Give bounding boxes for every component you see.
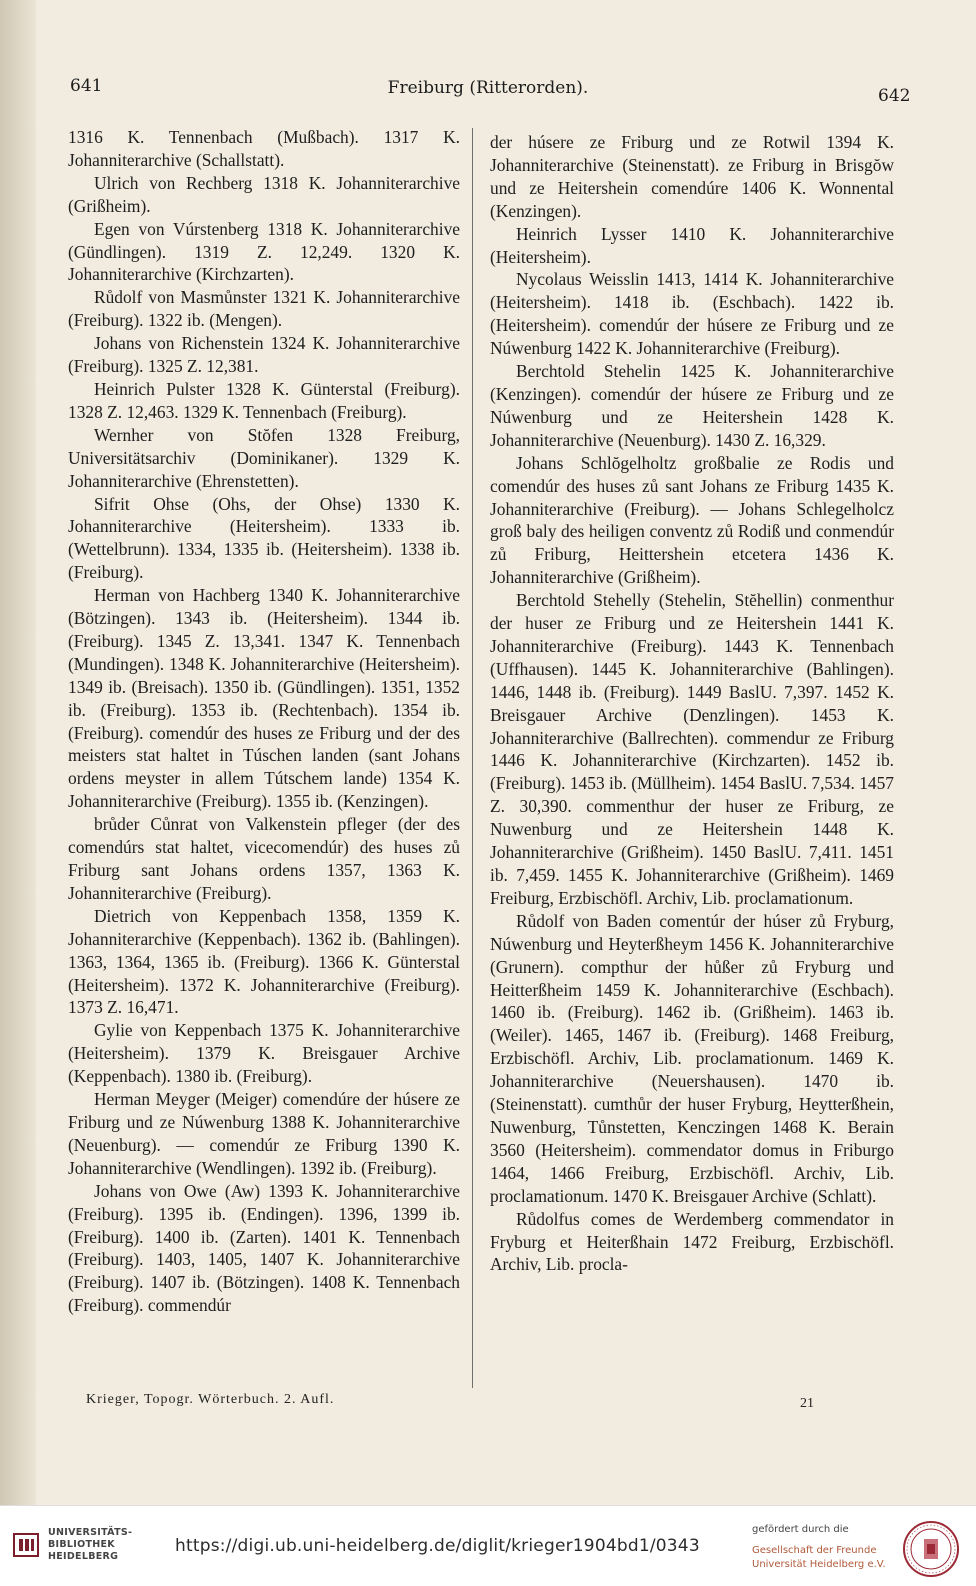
entry-paragraph: Herman von Hachberg 1340 K. Johanniterarchive (Bötzingen). 1343 ib. (Heitersheim). 1344 ib. (Freiburg). 1345 Z. 13,341. 1347 K. Tennenbach (Mundingen). 1348 K. Johanniterarchive (Heitersheim). 1349 ib. (Breisach). 1350 ib. (Gündlingen). 1351, 1352 ib. (Freiburg). 1353 ib. (Rechtenbach). 1354 ib. (Freiburg). comendúr des huses ze Friburg und der des meisters stat haltet in Túschen landen (sant Johans ordens meyster in allem Tútschem lande) 1354 K. Johanniterarchive (Freiburg). 1355 ib. (Kenzingen).	[68, 585, 460, 812]
entry-paragraph: Johans Schlŏgelholtz großbalie ze Rodis und comendúr des huses zů sant Johans ze Friburg 1435 K. Johanniterarchive (Freiburg). — Johans Schlegelholcz groß baly des heiligen conventz zů Rodiß und conmendúr zů Friburg, Heittershein etcetera 1436 K. Johanniterarchive (Grißheim).	[490, 452, 894, 588]
entry-paragraph: der húsere ze Friburg und ze Rotwil 1394 K. Johanniterarchive (Steinenstatt). ze Friburg in Brisgŏw und ze Heitershein comendúre 1406 K. Wonnental (Kenzingen).	[490, 132, 894, 221]
entry-paragraph: Růdolfus comes de Werdemberg commendator in Fryburg et Heiterßhain 1472 Freiburg, Erzbischöfl. Archiv, Lib. procla-	[490, 1208, 894, 1275]
library-name-line: HEIDELBERG	[48, 1551, 119, 1562]
funder-name-line: Gesellschaft der Freunde	[752, 1545, 877, 1556]
entry-paragraph: Berchtold Stehelin 1425 K. Johanniterarchive (Kenzingen). comendúr der húsere ze Friburg und ze Núwenburg und ze Heitershein 1428 K. Johanniterarchive (Neuenburg). 1430 Z. 16,329.	[490, 361, 894, 450]
running-title: Freiburg (Ritterorden).	[387, 78, 589, 98]
entry-paragraph: Růdolf von Baden comentúr der húser zů Fryburg, Núwenburg und Heyterßheym 1456 K. Johanniterarchive (Grunern). compthur der hůßer zů Fryburg und Heitterßheim 1459 K. Johanniterarchive (Eschbach). 1460 ib. (Freiburg). 1462 ib. (Grißheim). 1463 ib. (Weiler). 1465, 1467 ib. (Freiburg). 1468 Freiburg, Erzbischöfl. Archiv, Lib. proclamationum. 1469 K. Johanniterarchive (Neuershausen). 1470 ib. (Steinenstatt). cumthůr der huser Fryburg, Heytterßhein, Nuwenburg, Tůnstetten, Kenczingen 1468 K. Berain 3560 (Heitersheim). commendator domus in Friburgo 1464, 1466 Freiburg, Erzbischöfl. Archiv, Lib. proclamationum. 1470 K. Breisgauer Archive (Schlatt).	[490, 910, 894, 1206]
entry-paragraph: Egen von Vúrstenberg 1318 K. Johanniterarchive (Gündlingen). 1319 Z. 12,249. 1320 K. Johanniterarchive (Kirchzarten).	[68, 218, 460, 285]
sheet-number: 21	[800, 1396, 814, 1411]
funding-label: gefördert durch die	[752, 1524, 849, 1535]
university-seal-icon	[902, 1520, 960, 1578]
entry-paragraph: Ulrich von Rechberg 1318 K. Johanniterarchive (Grißheim).	[68, 172, 460, 216]
left-column	[68, 126, 460, 1317]
entry-paragraph: Heinrich Lysser 1410 K. Johanniterarchive (Heitersheim).	[490, 223, 894, 267]
entry-paragraph: Dietrich von Keppenbach 1358, 1359 K. Johanniterarchive (Keppenbach). 1362 ib. (Bahlingen). 1363, 1364, 1365 ib. (Freiburg). 1366 K. Günterstal (Heitersheim). 1372 K. Johanniterarchive (Freiburg). 1373 Z. 16,471.	[68, 905, 460, 1018]
page-number-right: 642	[878, 86, 911, 106]
column-divider	[472, 128, 473, 1388]
viewer-footer-bar	[0, 1505, 976, 1586]
entry-paragraph: Heinrich Pulster 1328 K. Günterstal (Freiburg). 1328 Z. 12,463. 1329 K. Tennenbach (Freiburg).	[68, 378, 460, 422]
entry-paragraph: Gylie von Keppenbach 1375 K. Johanniterarchive (Heitersheim). 1379 K. Breisgauer Archive (Keppenbach). 1380 ib. (Freiburg).	[68, 1020, 460, 1087]
page-number-left: 641	[70, 76, 103, 96]
entry-paragraph: Růdolf von Masmůnster 1321 K. Johanniterarchive (Freiburg). 1322 ib. (Mengen).	[68, 287, 460, 331]
library-name-line: UNIVERSITÄTS-	[48, 1527, 133, 1538]
entry-paragraph: brůder Cůnrat von Valkenstein pfleger (der des comendúrs stat haltet, vicecomendúr) des huses zů Friburg sant Johans ordens 1357, 1363 K. Johanniterarchive (Freiburg).	[68, 814, 460, 903]
entry-paragraph: Wernher von Stŏfen 1328 Freiburg, Universitätsarchiv (Dominikaner). 1329 K. Johanniterarchive (Ehrenstetten).	[68, 424, 460, 491]
entry-paragraph: 1316 K. Tennenbach (Mußbach). 1317 K. Johanniterarchive (Schallstatt).	[68, 127, 460, 170]
entry-paragraph: Johans von Richenstein 1324 K. Johanniterarchive (Freiburg). 1325 Z. 12,381.	[68, 333, 460, 377]
entry-paragraph: Nycolaus Weisslin 1413, 1414 K. Johanniterarchive (Heitersheim). 1418 ib. (Eschbach). 1422 ib. (Heitersheim). comendúr der húsere ze Friburg und ze Núwenburg 1422 K. Johanniterarchive (Freiburg).	[490, 269, 894, 359]
library-name-line: BIBLIOTHEK	[48, 1539, 115, 1550]
entry-paragraph: Johans von Owe (Aw) 1393 K. Johanniterarchive (Freiburg). 1395 ib. (Endingen). 1396, 1399 ib. (Freiburg). 1400 ib. (Zarten). 1401 K. Tennenbach (Freiburg). 1403, 1405, 1407 K. Johanniterarchive (Freiburg). 1407 ib. (Bötzingen). 1408 K. Tennenbach (Freiburg). commendúr	[68, 1180, 460, 1316]
funder-name-line: Universität Heidelberg e.V.	[752, 1559, 886, 1570]
printer-signature: Krieger, Topogr. Wörterbuch. 2. Aufl.	[86, 1392, 335, 1407]
permalink-url[interactable]: https://digi.ub.uni-heidelberg.de/diglit/krieger1904bd1/0343	[175, 1536, 700, 1556]
entry-paragraph: Berchtold Stehelly (Stehelin, Stĕhellin) conmenthur der huser ze Friburg und ze Heitershein 1441 K. Johanniterarchive (Freiburg). 1443 K. Tennenbach (Uffhausen). 1445 K. Johanniterarchive (Bahlingen). 1446, 1448 ib. (Freiburg). 1449 BaslU. 7,397. 1452 K. Breisgauer Archive (Denzlingen). 1453 K. Johanniterarchive (Ballrechten). commendur ze Friburg 1446 K. Johanniterarchive (Kirchzarten). 1452 ib. (Freiburg). 1453 ib. (Müllheim). 1454 BaslU. 7,534. 1457 Z. 30,390. commenthur der huser ze Friburg, ze Nuwenburg und ze Heitershein 1448 K. Johanniterarchive (Grißheim). 1450 BaslU. 7,411. 1451 ib. 7,459. 1455 K. Johanniterarchive (Grißheim). 1469 Freiburg, Erzbischöfl. Archiv, Lib. proclamationum.	[490, 590, 894, 908]
right-column	[490, 131, 894, 1276]
entry-paragraph: Sifrit Ohse (Ohs, der Ohse) 1330 K. Johanniterarchive (Heitersheim). 1333 ib. (Wettelbrunn). 1334, 1335 ib. (Heitersheim). 1338 ib. (Freiburg).	[68, 493, 460, 583]
library-logo-icon	[12, 1530, 40, 1560]
entry-paragraph: Herman Meyger (Meiger) comendúre der húsere ze Friburg und ze Núwenburg 1388 K. Johanniterarchive (Neuenburg). — comendúr ze Friburg 1390 K. Johanniterarchive (Wendlingen). 1392 ib. (Freiburg).	[68, 1089, 460, 1178]
